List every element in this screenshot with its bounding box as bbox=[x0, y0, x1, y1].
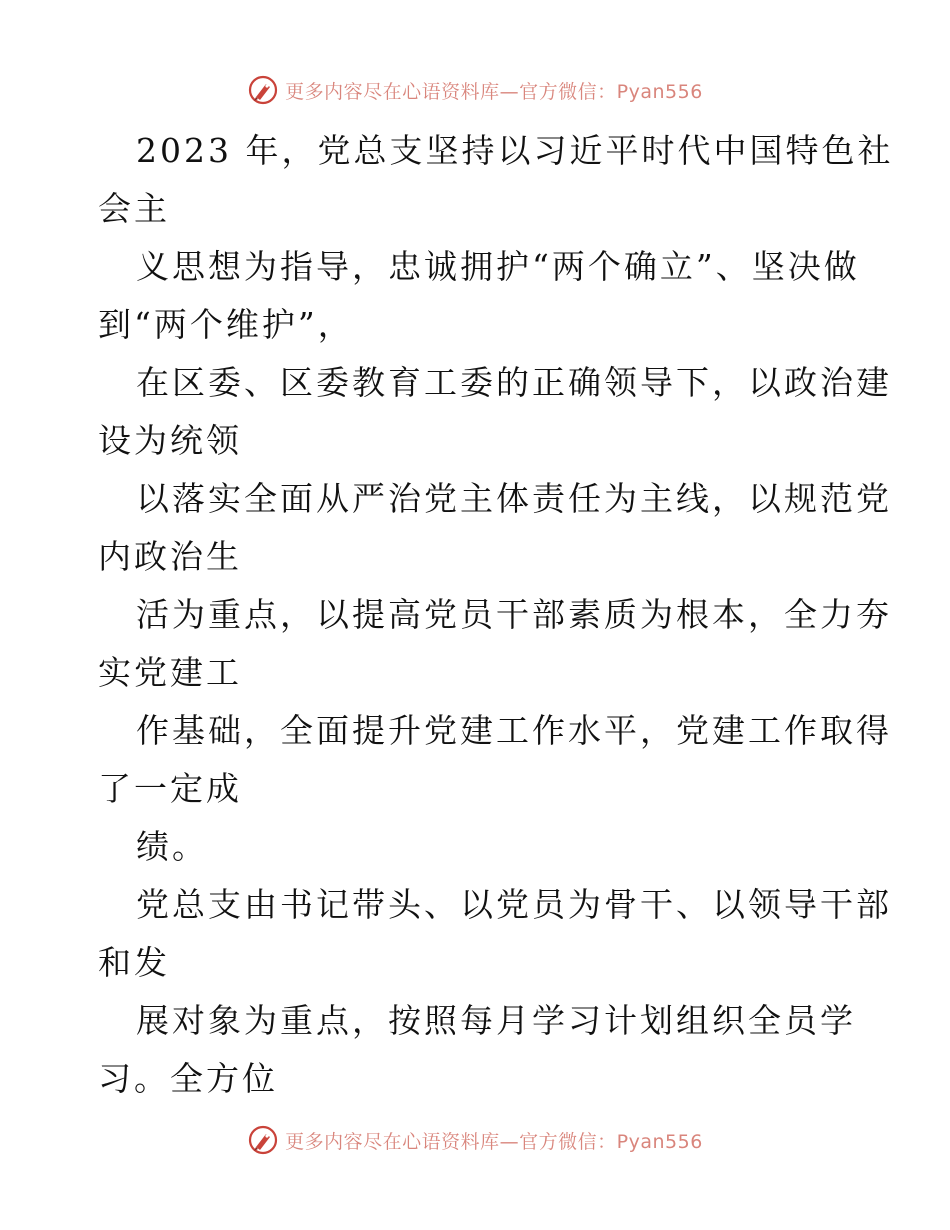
body-line: 2023 年，党总支坚持以习近平时代中国特色社 bbox=[136, 131, 894, 170]
body-line: 了一定成 bbox=[98, 769, 242, 808]
document-body bbox=[98, 122, 894, 1108]
body-line: 作基础，全面提升党建工作水平，党建工作取得 bbox=[136, 711, 892, 750]
body-line: 到“两个维护”， bbox=[98, 305, 354, 344]
body-line: 设为统领 bbox=[98, 421, 242, 460]
body-line: 义思想为指导，忠诚拥护“两个确立”、坚决做 bbox=[136, 247, 860, 286]
pen-nib-logo-icon bbox=[247, 74, 279, 106]
header-banner bbox=[0, 70, 950, 110]
body-line: 展对象为重点，按照每月学习计划组织全员学 bbox=[136, 1001, 856, 1040]
header-banner-text: 更多内容尽在心语资料库—官方微信：Pyan556 bbox=[285, 80, 703, 103]
body-line: 会主 bbox=[98, 189, 170, 228]
body-line: 习。全方位 bbox=[98, 1059, 278, 1098]
body-line: 内政治生 bbox=[98, 537, 242, 576]
body-line: 党总支由书记带头、以党员为骨干、以领导干部 bbox=[136, 885, 892, 924]
footer-banner-text: 更多内容尽在心语资料库—官方微信：Pyan556 bbox=[285, 1130, 703, 1153]
body-line: 实党建工 bbox=[98, 653, 242, 692]
body-line: 在区委、区委教育工委的正确领导下，以政治建 bbox=[136, 363, 892, 402]
pen-nib-logo-icon bbox=[247, 1124, 279, 1156]
body-line: 和发 bbox=[98, 943, 170, 982]
body-line: 活为重点，以提高党员干部素质为根本，全力夯 bbox=[136, 595, 892, 634]
body-line: 以落实全面从严治党主体责任为主线，以规范党 bbox=[136, 479, 892, 518]
body-line: 绩。 bbox=[136, 827, 208, 866]
footer-banner bbox=[0, 1120, 950, 1160]
